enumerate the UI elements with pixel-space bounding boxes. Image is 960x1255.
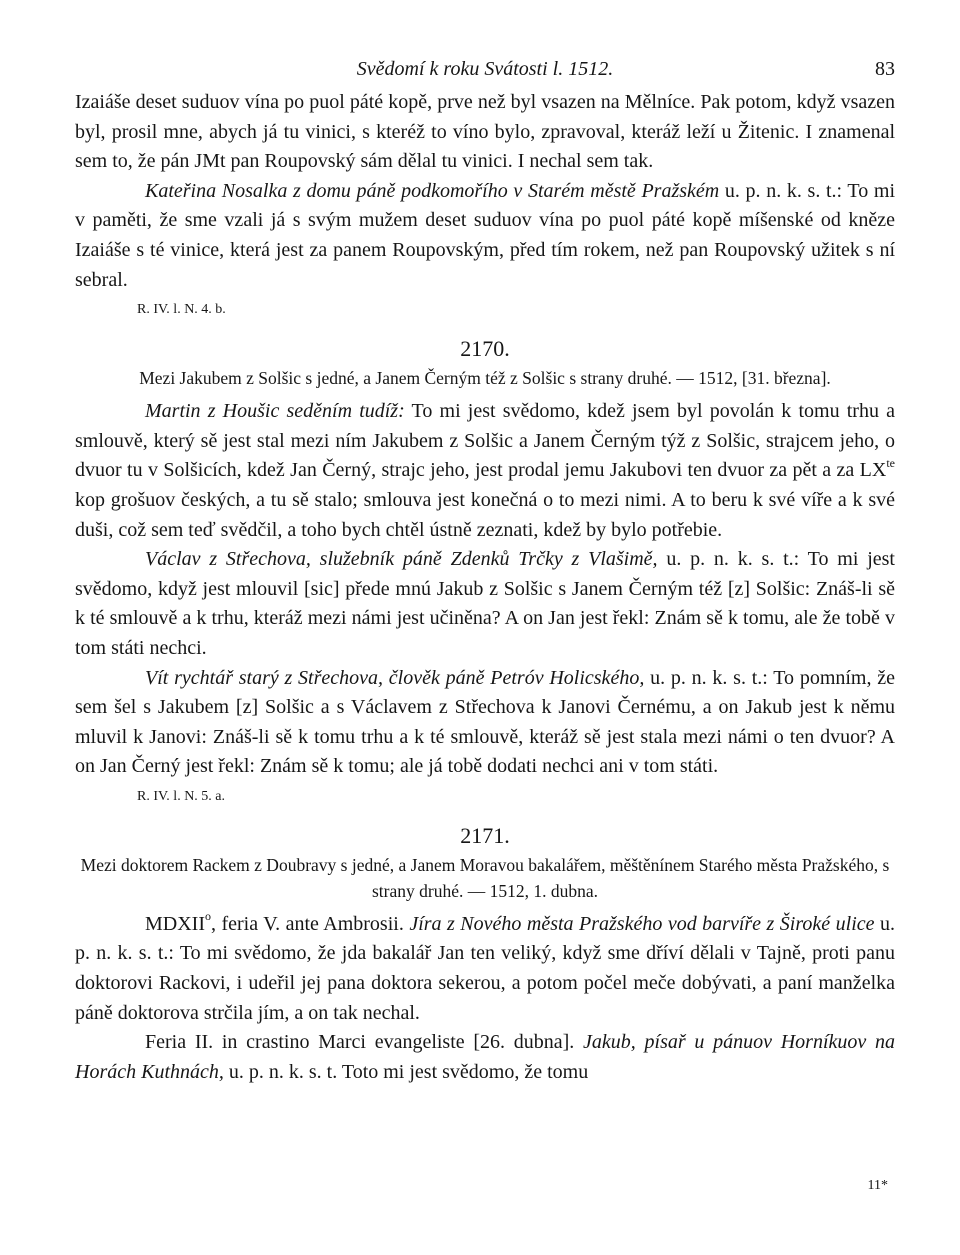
date-line: MDXII — [145, 912, 205, 935]
witness-name: Martin z Houšic seděním tudíž: — [145, 400, 405, 423]
superscript: o — [205, 909, 211, 924]
witness-name: Kateřina Nosalka z domu páně podkomořího v Starém městě Pražském — [145, 179, 720, 202]
running-head — [75, 58, 895, 88]
date-line: , feria V. ante Ambrosii. — [211, 912, 410, 935]
document-regest: Mezi doktorem Rackem z Doubravy s jedné, a Janem Moravou bakalářem, měštěnínem Starého města Pražského, s strany druhé. — 1512, 1. dubna. — [80, 854, 890, 901]
document-regest: Mezi Jakubem z Solšic s jedné, a Janem Černým též z Solšic s strany druhé. — 1512, [31. března]. — [139, 368, 831, 389]
paragraph — [75, 545, 895, 663]
paragraph-text: u. p. n. k. s. t. Toto mi jest svědomo, že tomu — [223, 1060, 589, 1083]
paragraph — [75, 397, 895, 545]
paragraph-text: Izaiáše deset suduov vína po puol páté kopě, prve než byl vsazen na Mělníce. Pak potom, když vsazen byl, prosil mne, abych já tu vinici, s kteréž to víno bylo, zpravoval, kteráž leží u Žitenic. I znamenal sem to, že pán JMt pan Roupovský sám dělal tu vinici. I nechal sem tak. — [75, 91, 895, 173]
paragraph — [75, 177, 895, 295]
superscript: te — [886, 455, 895, 470]
page — [75, 58, 895, 1087]
witness-name: Václav z Střechova, služebník páně Zdenků Trčky z Vlašimě, — [145, 548, 658, 571]
paragraph — [75, 88, 895, 177]
paragraph — [75, 1028, 895, 1087]
running-title: Svědomí k roku Svátosti l. 1512. — [356, 58, 614, 80]
paragraph-text: u. p. n. k. s. t.: To mi jest svědomo, když jest mlouvil [sic] přede mnú Jakub z Solšic s Janem Černým též [z] Solšic: Znáš-li sě k té smlouvě a k trhu, kteráž mezi námi jest učiněna? A on Jan jest řekl: Znám sě k tomu, ale že tobě v tom státi nechci. — [75, 548, 895, 659]
paragraph — [75, 664, 895, 782]
paragraph-text: kop grošuov českých, a tu sě stalo; smlouva jest konečná o to mezi nimi. A to beru k své víře a k své duši, což sem teď svědčil, a toho bych chtěl ústně zeznati, kdež by bylo potřebie. — [75, 488, 895, 541]
witness-name: Jíra z Nového města Pražského vod barvíře z Široké ulice — [409, 912, 875, 935]
signature-mark: 11* — [867, 1178, 888, 1193]
paragraph-text: To mi jest svědomo, kdež jsem byl povolán k tomu trhu a smlouvě, který sě jest stal mezi ním Jakubem z Solšic a Janem Černým týž z Solšic, strajcem jeho, o dvuor tu v Solšicích, kdež Jan Černý, strajc jeho, jest prodal jemu Jakubovi ten dvuor za pět a za LX — [75, 400, 895, 482]
witness-name: Jakub, písař u pánuov Horníkuov na Horách Kuthnách, — [75, 1031, 895, 1083]
paragraph-text: u. p. n. k. s. t.: To mi v paměti, že sme vzali já s svým mužem deset suduov vína po puol páté kopě míšenské od kněze Izaiáše s té vinice, která jest za panem Roupovským, před tím rokem, než pan Roupovský užitek s ní sebral. — [75, 179, 895, 291]
witness-name: Vít rychtář starý z Střechova, člověk páně Petróv Holicského, — [145, 666, 645, 689]
paragraph — [75, 910, 895, 1028]
page-number: 83 — [875, 58, 895, 80]
document-number: 2171. — [460, 822, 510, 848]
date-line: Feria II. in crastino Marci evangeliste [26. dubna]. — [145, 1031, 584, 1054]
archive-reference: R. IV. l. N. 5. a. — [137, 788, 226, 804]
paragraph-text: u. p. n. k. s. t.: To pomním, že sem šel s Jakubem [z] Solšic a s Václavem z Střechova k Janovi Černému, a on Jakub jest k němu mluvil k Janovi: Znáš-li sě k tomu trhu a k té smlouvě, kteráž sě jest stala mezi námi o ten dvuor? A on Jan Černý jest řekl: Znám sě k tomu; ale já tobě dodati nechci ani v tom státi. — [75, 666, 896, 778]
document-number: 2170. — [460, 336, 510, 362]
paragraph-text: u. p. n. k. s. t.: To mi svědomo, že jda bakalář Jan ten veliký, když sme dříví dělali v Tajně, proti panu doktorovi Rackovi, i udeřil jej pana doktora sekerou, a potom počel meče dobývati, a paní manželka páně doktorova strčila jím, a on tak nechal. — [75, 912, 895, 1024]
archive-reference: R. IV. l. N. 4. b. — [137, 302, 226, 318]
